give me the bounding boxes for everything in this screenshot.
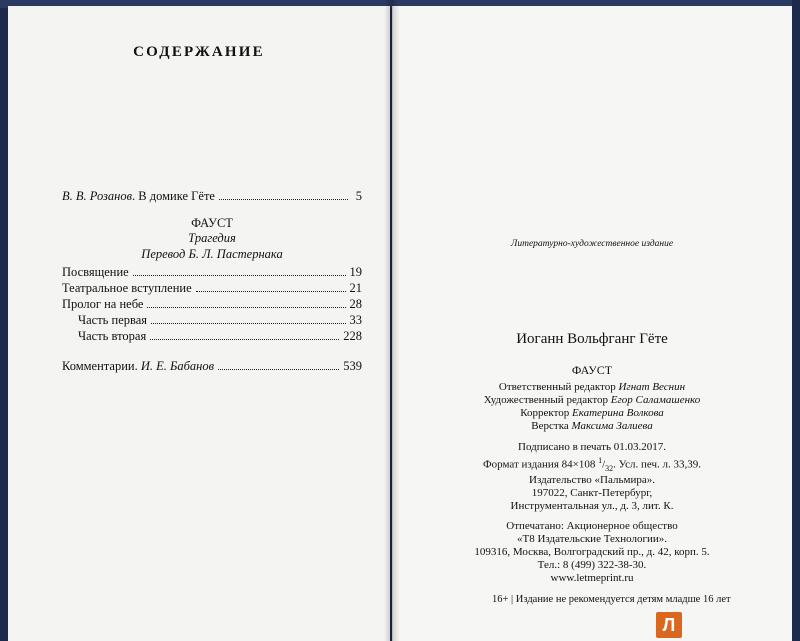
dot-leader <box>218 369 339 370</box>
credit-role: Художественный редактор <box>483 394 609 406</box>
book-author: Иоганн Вольфганг Гёте <box>516 331 668 347</box>
dot-leader <box>150 339 339 340</box>
faust-translation-credit: Перевод Б. Л. Пастернака <box>141 247 283 261</box>
toc-entry-rozanov <box>62 186 362 204</box>
credit-role: Ответственный редактор <box>498 381 616 393</box>
publisher-name: Издательство «Пальмира». <box>529 474 655 486</box>
dot-leader <box>196 291 346 292</box>
printer-line: Отпечатано: Акционерное общество <box>506 520 678 532</box>
credit-name: Егор Саламашенко <box>610 394 701 406</box>
toc-entry-part-two <box>78 326 362 344</box>
credit-role: Верстка <box>531 420 569 432</box>
edition-type: Литературно-художественное издание <box>510 239 674 249</box>
printer-line: «Т8 Издательские Технологии». <box>517 533 667 545</box>
credit-name: Максима Залиева <box>571 420 653 432</box>
cover-edge-right <box>792 0 800 641</box>
toc-page-number: 28 <box>349 297 362 311</box>
dot-leader <box>151 323 345 324</box>
toc-entry-commentary <box>62 356 362 374</box>
credit-name: Екатерина Волкова <box>572 407 664 419</box>
toc-page-number: 33 <box>349 313 362 327</box>
format-line: Формат издания 84×108 $^1/_{32}$. Усл. печ. л. 33,39. <box>482 456 702 473</box>
toc-page-number: 228 <box>343 329 362 343</box>
book-title: ФАУСТ <box>571 363 613 377</box>
faust-section-subtitle: Трагедия <box>188 231 236 245</box>
credit-line <box>392 407 792 420</box>
credit-role: Корректор <box>520 407 570 419</box>
toc-entry-title: Комментарии. <box>62 359 141 373</box>
publisher-logo-icon: Л <box>656 612 682 638</box>
toc-entry-author: И. Е. Бабанов <box>140 359 215 373</box>
toc-page-number: 19 <box>349 265 362 279</box>
credit-line <box>392 381 792 394</box>
toc-page-number: 5 <box>355 189 362 203</box>
toc-page-number: 21 <box>349 281 362 295</box>
toc-entry-label: Часть первая <box>78 313 148 327</box>
printer-website: www.letmeprint.ru <box>550 572 634 584</box>
toc-entry-label: Театральное вступление <box>62 281 192 295</box>
format-numerator: 1 <box>598 456 603 465</box>
print-date: Подписано в печать 01.03.2017. <box>518 441 666 453</box>
toc-entry-label: Часть вторая <box>78 329 147 343</box>
toc-entry-label <box>62 358 214 374</box>
publisher-city: 197022, Санкт-Петербург, <box>531 487 653 499</box>
toc-entry-author: В. В. Розанов <box>62 189 133 203</box>
credit-name: Игнат Веснин <box>618 381 686 393</box>
age-rating: 16+ | Издание не рекомендуется детям младше 16 лет <box>492 594 731 605</box>
format-denominator: 32 <box>605 463 614 473</box>
toc-entry-title: . В домике Гёте <box>132 189 215 203</box>
toc-entry-label <box>62 188 215 204</box>
credit-line <box>392 394 792 407</box>
dot-leader <box>147 307 345 308</box>
credit-line <box>392 420 792 433</box>
toc-page-number: 539 <box>343 359 362 373</box>
printer-line: Тел.: 8 (499) 322-38-30. <box>537 559 647 571</box>
format-prefix: Формат издания 84×108 <box>482 458 599 471</box>
printer-line: 109316, Москва, Волгоградский пр., д. 42, корп. 5. <box>474 546 710 558</box>
faust-section-title: ФАУСТ <box>191 216 233 230</box>
dot-leader <box>219 199 348 200</box>
toc-entry-label: Посвящение <box>62 265 129 279</box>
toc-entry-label: Пролог на небе <box>62 297 144 311</box>
dot-leader <box>133 275 346 276</box>
toc-heading: СОДЕРЖАНИЕ <box>133 44 265 60</box>
publisher-address: Инструментальная ул., д. 3, лит. К. <box>510 500 674 512</box>
format-suffix: . Усл. печ. л. 33,39. <box>613 458 702 471</box>
